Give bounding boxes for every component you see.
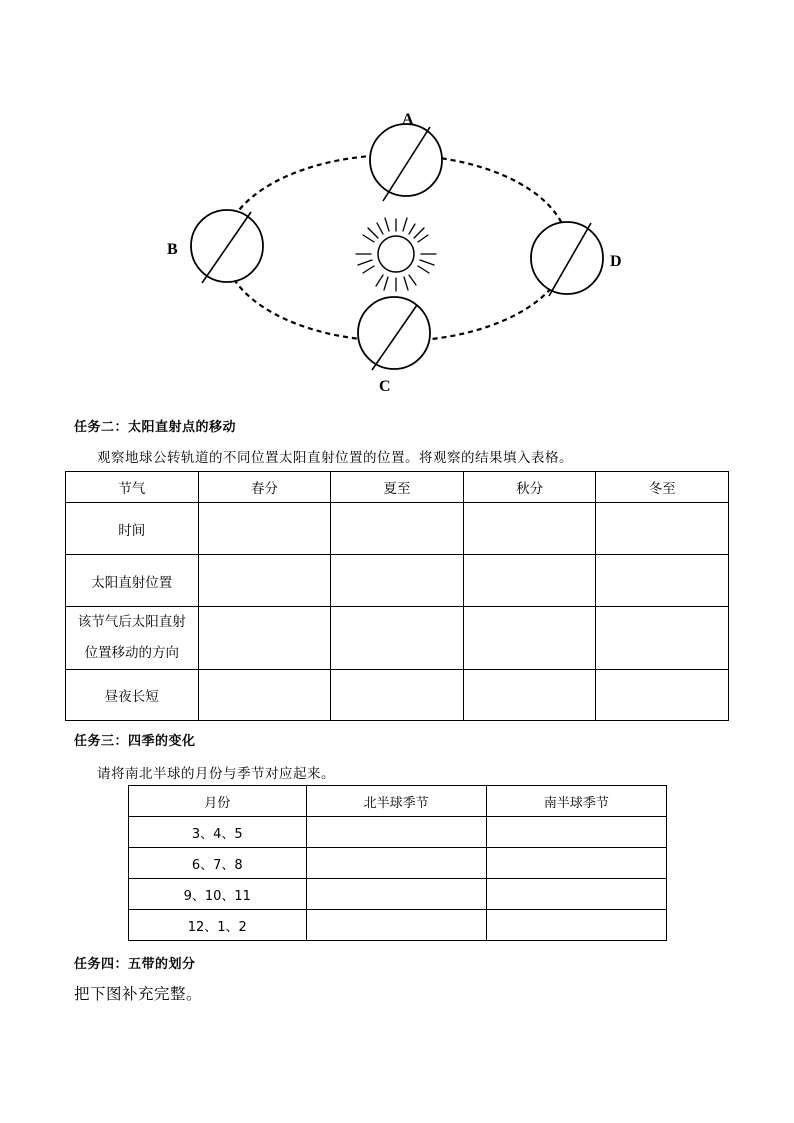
answer-cell[interactable]	[463, 503, 596, 555]
answer-cell[interactable]	[463, 607, 596, 670]
answer-cell[interactable]	[463, 670, 596, 721]
sun-icon	[356, 218, 436, 291]
table-row	[129, 848, 667, 879]
table-row	[66, 555, 729, 607]
header-cell-term: 节气	[66, 472, 199, 503]
row-label-line1: 该节气后太阳直射	[77, 614, 186, 630]
answer-cell[interactable]	[306, 848, 486, 879]
table-row	[129, 879, 667, 910]
header-cell-summer-solstice: 夏至	[331, 472, 464, 503]
table-row	[66, 607, 729, 670]
answer-cell[interactable]	[198, 607, 331, 670]
answer-cell[interactable]	[486, 910, 666, 941]
row-label	[66, 607, 199, 670]
answer-cell[interactable]	[331, 607, 464, 670]
label-c: C	[379, 378, 391, 395]
answer-cell[interactable]	[596, 670, 729, 721]
earth-position-a	[370, 124, 442, 201]
season-table	[128, 785, 667, 941]
label-d: D	[610, 253, 622, 270]
header-cell-north-season: 北半球季节	[306, 786, 486, 817]
solar-position-table	[65, 471, 729, 721]
answer-cell[interactable]	[331, 555, 464, 607]
answer-cell[interactable]	[331, 670, 464, 721]
earth-position-d	[531, 222, 603, 296]
task3-instruction: 请将南北半球的月份与季节对应起来。	[97, 766, 335, 782]
task4-instruction: 把下图补充完整。	[74, 985, 203, 1003]
task3-heading: 任务三：四季的变化	[74, 734, 196, 749]
task4-heading: 任务四：五带的划分	[74, 957, 196, 972]
earth-position-c	[358, 297, 430, 370]
task2-instruction: 观察地球公转轨道的不同位置太阳直射位置的位置。将观察的结果填入表格。	[97, 450, 573, 466]
answer-cell[interactable]	[486, 817, 666, 848]
label-a: A	[402, 111, 414, 128]
month-cell: 6、7、8	[129, 848, 307, 879]
answer-cell[interactable]	[198, 503, 331, 555]
earth-position-b	[191, 210, 263, 283]
header-cell-autumn-equinox: 秋分	[463, 472, 596, 503]
header-cell-winter-solstice: 冬至	[596, 472, 729, 503]
table-row	[129, 817, 667, 848]
header-cell-month: 月份	[129, 786, 307, 817]
answer-cell[interactable]	[331, 503, 464, 555]
task2-heading: 任务二：太阳直射点的移动	[74, 420, 237, 435]
answer-cell[interactable]	[198, 670, 331, 721]
answer-cell[interactable]	[486, 848, 666, 879]
answer-cell[interactable]	[306, 910, 486, 941]
header-cell-south-season: 南半球季节	[486, 786, 666, 817]
row-label: 时间	[66, 503, 199, 555]
earth-orbit-diagram	[0, 0, 794, 410]
answer-cell[interactable]	[486, 879, 666, 910]
header-cell-spring-equinox: 春分	[198, 472, 331, 503]
answer-cell[interactable]	[463, 555, 596, 607]
answer-cell[interactable]	[306, 817, 486, 848]
row-label-line2: 位置移动的方向	[84, 645, 180, 661]
label-b: B	[167, 241, 178, 258]
table-header-row	[129, 786, 667, 817]
answer-cell[interactable]	[596, 607, 729, 670]
table-row	[66, 670, 729, 721]
table-row	[129, 910, 667, 941]
table-row	[66, 503, 729, 555]
month-cell: 3、4、5	[129, 817, 307, 848]
answer-cell[interactable]	[306, 879, 486, 910]
month-cell: 9、10、11	[129, 879, 307, 910]
table-header-row	[66, 472, 729, 503]
month-cell: 12、1、2	[129, 910, 307, 941]
answer-cell[interactable]	[596, 503, 729, 555]
row-label: 太阳直射位置	[66, 555, 199, 607]
answer-cell[interactable]	[198, 555, 331, 607]
answer-cell[interactable]	[596, 555, 729, 607]
row-label: 昼夜长短	[66, 670, 199, 721]
